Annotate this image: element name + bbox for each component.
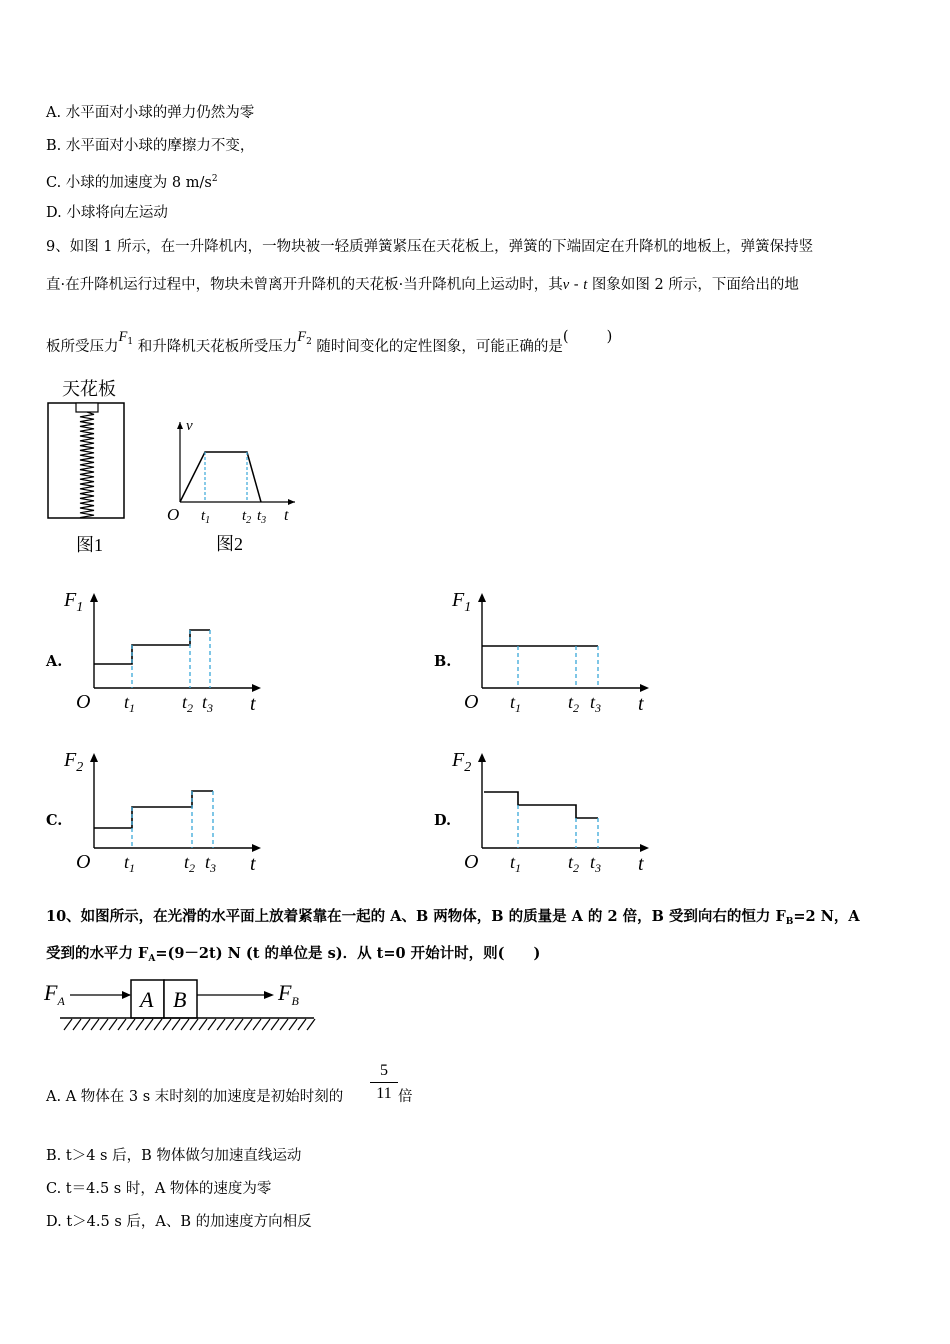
q10-fraction — [370, 1062, 398, 1103]
tick-label-t3: $t_3$ — [590, 692, 602, 715]
origin-label: O — [76, 851, 91, 873]
q9-option-d-label: D. — [434, 812, 452, 829]
fraction-numerator: 5 — [380, 1062, 388, 1079]
tick-label-t1: $t_1$ — [510, 692, 522, 715]
origin-label: O — [464, 691, 479, 713]
figure-1-elevator — [40, 375, 150, 565]
tick-label-t1: $t_1$ — [510, 852, 522, 875]
q9-line-3: 板所受压力$F_1$ 和升降机天花板所受压力$F_2$ 随时间变化的定性图象，可能正确的是( ) — [46, 329, 613, 355]
svg-text:B: B — [173, 987, 187, 1012]
origin-label: O — [464, 851, 479, 873]
fig2-v-label: v — [186, 418, 193, 434]
q9-option-c-label: C. — [46, 812, 63, 829]
fig2-t-axis: t — [284, 507, 289, 524]
tick-label-t2: $t_2$ — [184, 852, 196, 875]
tick-label-t2: $t_2$ — [568, 692, 580, 715]
q10-option-a: A. A 物体在 3 s 末时刻的加速度是初始时刻的 — [46, 1089, 344, 1105]
q10-option-d: D. t＞4.5 s 后，A、B 的加速度方向相反 — [46, 1214, 312, 1230]
tick-label-t3: $t_3$ — [202, 692, 214, 715]
q8-option-c: C. 小球的加速度为 8 $m/s^2$ — [46, 174, 218, 191]
t-axis-label: t — [638, 693, 644, 715]
graph-option-c — [60, 742, 280, 882]
fig2-t2: $t_2$ — [242, 508, 252, 526]
fig1-caption: 图1 — [76, 535, 103, 555]
graph-option-a — [60, 582, 280, 722]
tick-label-t2: $t_2$ — [182, 692, 194, 715]
tick-label-t1: $t_1$ — [124, 852, 136, 875]
tick-label-t3: $t_3$ — [590, 852, 602, 875]
q9-line-2: 直·在升降机运行过程中，物块未曾离开升降机的天花板·当升降机向上运动时，其v - t 图象如图 2 所示，下面给出的地 — [46, 277, 799, 293]
q10-line-1: 10、如图所示，在光滑的水平面上放着紧靠在一起的 A、B 两物体，B 的质量是 A 的 2 倍，B 受到向右的恒力 $F_B=2$ N，A — [46, 908, 860, 927]
q9-option-b-label: B. — [434, 653, 452, 670]
svg-text:FA: $F_A$ — [44, 980, 65, 1008]
q10-option-c: C. t＝4.5 s 时，A 物体的速度为零 — [46, 1181, 272, 1197]
svg-text:F2: $F_2$ — [64, 749, 84, 775]
svg-text:F1: $F_1$ — [452, 589, 472, 615]
q9-option-a-label: A. — [46, 653, 63, 670]
fig2-caption: 图2 — [216, 534, 243, 554]
fig1-ceiling-label: 天花板 — [62, 379, 116, 399]
t-axis-label: t — [638, 853, 644, 875]
tick-label-t1: $t_1$ — [124, 692, 136, 715]
fraction-denominator: 11 — [376, 1085, 392, 1102]
q8-option-a: A. 水平面对小球的弹力仍然为零 — [46, 105, 255, 121]
fig2-t3: $t_3$ — [257, 508, 267, 526]
origin-label: O — [76, 691, 91, 713]
tick-label-t2: $t_2$ — [568, 852, 580, 875]
t-axis-label: t — [250, 853, 256, 875]
svg-text:F2: $F_2$ — [452, 749, 472, 775]
tick-label-t3: $t_3$ — [205, 852, 217, 875]
q9-line-1: 9、如图 1 所示，在一升降机内，一物块被一轻质弹簧紧压在天花板上，弹簧的下端固定在升降机的地板上，弹簧保持竖 — [46, 239, 814, 255]
q10-option-a-end: 倍 — [398, 1089, 413, 1105]
fig2-origin: O — [167, 505, 180, 524]
q8-option-b: B. 水平面对小球的摩擦力不变， — [46, 138, 255, 154]
svg-text:F1: $F_1$ — [64, 589, 84, 615]
q10-figure-blocks — [42, 978, 332, 1040]
graph-option-d — [448, 742, 668, 882]
svg-text:FB: $F_B$ — [278, 980, 299, 1008]
t-axis-label: t — [250, 693, 256, 715]
q8-option-d: D. 小球将向左运动 — [46, 205, 168, 221]
figure-2-vt-graph — [160, 410, 305, 560]
svg-text:A: A — [140, 987, 154, 1012]
q10-line-2: 受到的水平力 $F_A=(9-2t)$ N (t 的单位是 s)．从 t=0 开始计时，则( ) — [46, 945, 541, 964]
fig2-t1: $t_1$ — [201, 508, 211, 526]
graph-option-b — [448, 582, 668, 722]
q10-option-b: B. t＞4 s 后，B 物体做匀加速直线运动 — [46, 1148, 302, 1164]
